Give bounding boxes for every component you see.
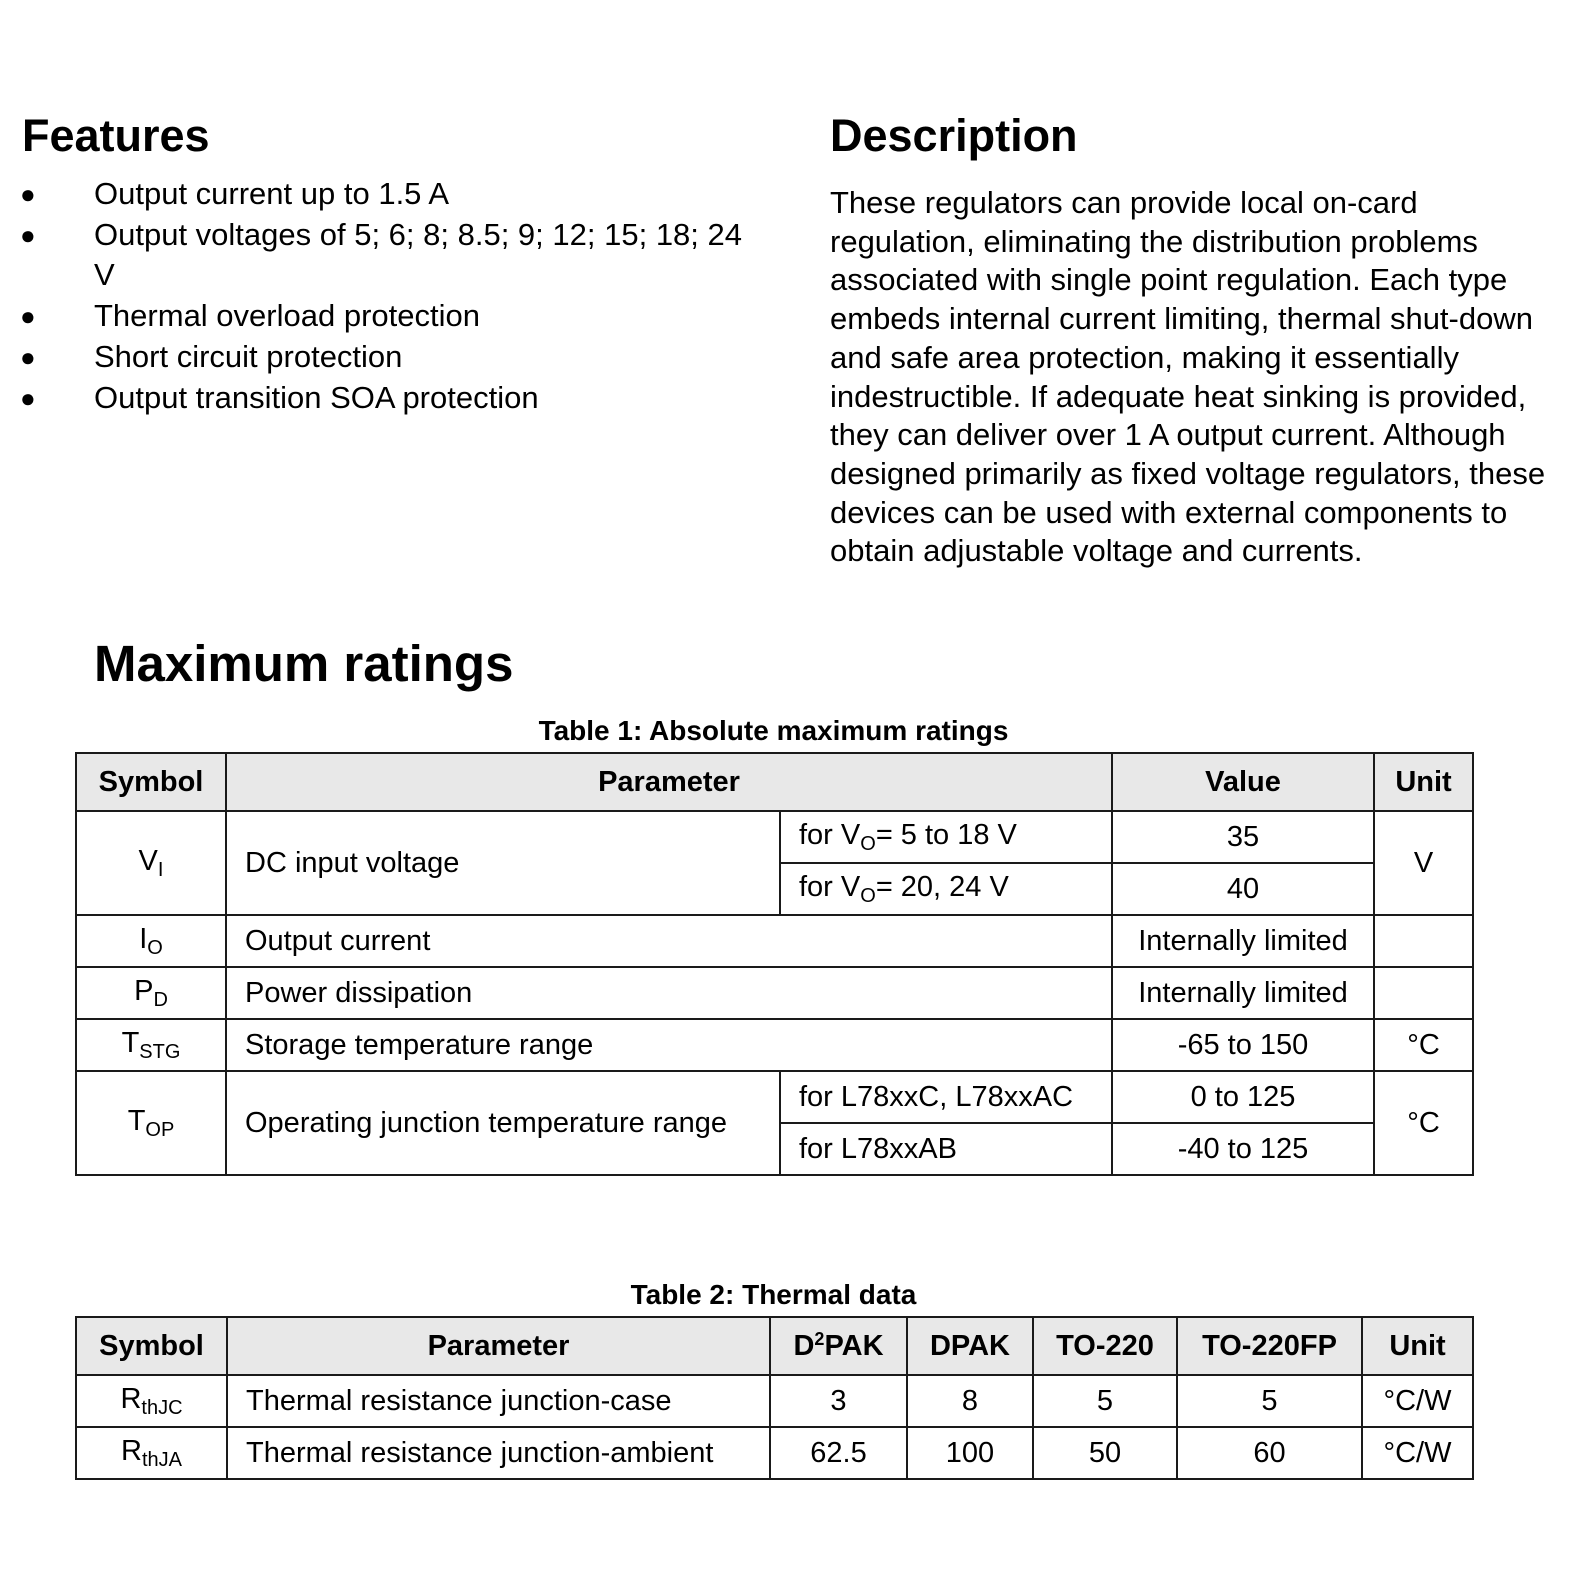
- header-dpak: DPAK: [907, 1317, 1033, 1375]
- features-list: [0, 174, 780, 419]
- value-cell: 5: [1177, 1375, 1362, 1427]
- feature-item: ● Short circuit protection: [0, 337, 780, 377]
- condition-cell: for L78xxC, L78xxAC: [780, 1071, 1112, 1123]
- parameter-cell: Thermal resistance junction-ambient: [227, 1427, 770, 1479]
- table-row: [76, 1375, 1473, 1427]
- condition-cell: for L78xxAB: [780, 1123, 1112, 1175]
- symbol-cell: $T_{STG}$: [76, 1019, 226, 1071]
- unit-cell: °C: [1374, 1019, 1473, 1071]
- header-unit: Unit: [1362, 1317, 1473, 1375]
- feature-item: ● Output transition SOA protection: [0, 378, 780, 418]
- symbol-cell: $P_D$: [76, 967, 226, 1019]
- unit-cell: [1374, 915, 1473, 967]
- feature-item: ● Output voltages of 5; 6; 8; 8.5; 9; 12; 15; 18; 24 V: [20, 217, 743, 292]
- parameter-cell: Power dissipation: [226, 967, 1112, 1019]
- table1-caption: Table 1: Absolute maximum ratings: [538, 715, 1009, 746]
- parameter-cell: DC input voltage: [226, 811, 780, 915]
- table2-caption: Table 2: Thermal data: [630, 1279, 917, 1310]
- value-cell: 3: [770, 1375, 907, 1427]
- table-row: [76, 811, 1473, 863]
- value-cell: -40 to 125: [1112, 1123, 1374, 1175]
- table-row: [76, 967, 1473, 1019]
- value-cell: Internally limited: [1112, 967, 1374, 1019]
- symbol-cell: $T_{OP}$: [76, 1071, 226, 1175]
- condition-cell: for $V_O= 20$, 24 V: [780, 863, 1112, 915]
- header-parameter: Parameter: [227, 1317, 770, 1375]
- table-row: [76, 1427, 1473, 1479]
- unit-cell: °C/W: [1362, 1375, 1473, 1427]
- table-header-row: [76, 753, 1473, 811]
- symbol-cell: $R_{thJA}$: [76, 1427, 227, 1479]
- header-symbol: Symbol: [76, 753, 226, 811]
- unit-cell: [1374, 967, 1473, 1019]
- unit-cell: V: [1374, 811, 1473, 915]
- feature-item: ● Output current up to 1.5 A: [0, 174, 780, 214]
- header-unit: Unit: [1374, 753, 1473, 811]
- bullet-icon: ●: [20, 342, 36, 372]
- parameter-cell: Operating junction temperature range: [226, 1071, 780, 1175]
- value-cell: 0 to 125: [1112, 1071, 1374, 1123]
- header-to220: TO-220: [1033, 1317, 1177, 1375]
- header-value: Value: [1112, 753, 1374, 811]
- table-header-row: [76, 1317, 1473, 1375]
- value-cell: 100: [907, 1427, 1033, 1479]
- condition-cell: for $V_O= 5$ to 18 V: [780, 811, 1112, 863]
- value-cell: Internally limited: [1112, 915, 1374, 967]
- header-to220fp: TO-220FP: [1177, 1317, 1362, 1375]
- features-heading: Features: [22, 110, 210, 161]
- value-cell: 5: [1033, 1375, 1177, 1427]
- symbol-cell: $V_I$: [76, 811, 226, 915]
- bullet-icon: ●: [20, 301, 36, 331]
- description-text: These regulators can provide local on-card regulation, eliminating the distribution problems associated with single point regulation. Each type embeds internal current limiting, thermal shut-down and safe area protection, making it essentially indestructible. If adequate heat sinking is provided, they can deliver over 1 A output current. Although designed primarily as fixed voltage regulators, these devices can be used with external components to obtain adjustable voltage and currents.: [830, 185, 1546, 569]
- parameter-cell: Storage temperature range: [226, 1019, 1112, 1071]
- value-cell: -65 to 150: [1112, 1019, 1374, 1071]
- symbol-cell: $R_{thJC}$: [76, 1375, 227, 1427]
- value-cell: 60: [1177, 1427, 1362, 1479]
- parameter-cell: Thermal resistance junction-case: [227, 1375, 770, 1427]
- parameter-cell: Output current: [226, 915, 1112, 967]
- thermal-data-table: [75, 1316, 1474, 1480]
- bullet-icon: ●: [20, 383, 36, 413]
- header-symbol: Symbol: [76, 1317, 227, 1375]
- value-cell: 62.5: [770, 1427, 907, 1479]
- description-heading: Description: [830, 110, 1078, 161]
- value-cell: 35: [1112, 811, 1374, 863]
- bullet-icon: ●: [20, 220, 36, 250]
- header-d2pak: $D^2PAK$: [770, 1317, 907, 1375]
- absolute-maximum-ratings-table: [75, 752, 1474, 1176]
- table-row: [76, 915, 1473, 967]
- table-row: [76, 1019, 1473, 1071]
- feature-item: ● Thermal overload protection: [0, 296, 780, 336]
- unit-cell: °C: [1374, 1071, 1473, 1175]
- bullet-icon: ●: [20, 179, 36, 209]
- header-parameter: Parameter: [226, 753, 1112, 811]
- unit-cell: °C/W: [1362, 1427, 1473, 1479]
- maximum-ratings-heading: Maximum ratings: [94, 635, 514, 692]
- value-cell: 50: [1033, 1427, 1177, 1479]
- symbol-cell: $I_O$: [76, 915, 226, 967]
- value-cell: 8: [907, 1375, 1033, 1427]
- value-cell: 40: [1112, 863, 1374, 915]
- table-row: [76, 1071, 1473, 1123]
